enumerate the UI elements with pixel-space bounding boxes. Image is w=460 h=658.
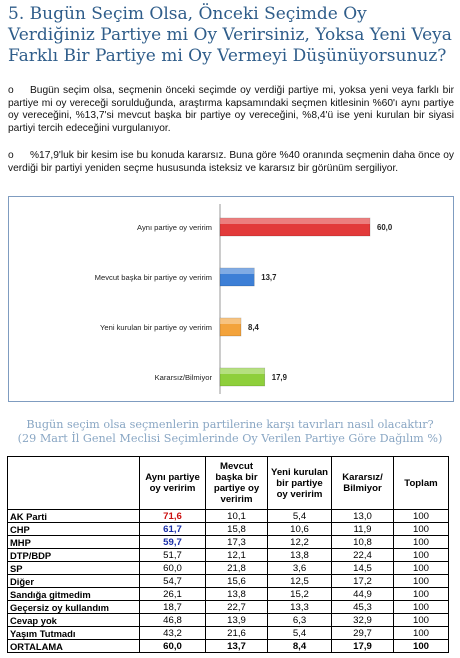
- table-cell: 13,0: [332, 510, 394, 523]
- table-cell: 15,8: [206, 523, 268, 536]
- table-row: [8, 523, 449, 536]
- table-row: [8, 562, 449, 575]
- table-cell: 10,8: [332, 536, 394, 549]
- table-average-row: [8, 640, 449, 653]
- category-label: Kararsız/Bilmiyor: [154, 373, 212, 382]
- table-row: [8, 627, 449, 640]
- table-cell: 59,7: [140, 536, 206, 549]
- table-cell: 13,9: [206, 614, 268, 627]
- table-cell: 17,2: [332, 575, 394, 588]
- table-cell: 13,8: [268, 549, 332, 562]
- table-row: [8, 588, 449, 601]
- row-label: DTP/BDP: [8, 549, 140, 562]
- table-cell: 18,7: [140, 601, 206, 614]
- table-header-row: [8, 457, 449, 510]
- table-cell: 22,7: [206, 601, 268, 614]
- table-cell: 13,7: [206, 640, 268, 653]
- table-cell: 60,0: [140, 640, 206, 653]
- table-cell: 12,1: [206, 549, 268, 562]
- table-cell: 3,6: [268, 562, 332, 575]
- row-label: MHP: [8, 536, 140, 549]
- bar-highlight: [220, 268, 254, 274]
- table-cell: 61,7: [140, 523, 206, 536]
- table-cell: 60,0: [140, 562, 206, 575]
- header-undecided: Kararsız/ Bilmiyor: [332, 457, 394, 510]
- row-label: Diğer: [8, 575, 140, 588]
- table-cell: 100: [394, 588, 449, 601]
- table-row: [8, 549, 449, 562]
- value-label: 60,0: [377, 223, 393, 232]
- table-cell: 100: [394, 640, 449, 653]
- table-row: [8, 601, 449, 614]
- table-cell: 29,7: [332, 627, 394, 640]
- header-same-party: Aynı partiye oy veririm: [140, 457, 206, 510]
- table-cell: 32,9: [332, 614, 394, 627]
- row-label: AK Parti: [8, 510, 140, 523]
- table-cell: 17,3: [206, 536, 268, 549]
- table-cell: 54,7: [140, 575, 206, 588]
- table-cell: 10,6: [268, 523, 332, 536]
- table-cell: 8,4: [268, 640, 332, 653]
- table-cell: 5,4: [268, 510, 332, 523]
- table-cell: 100: [394, 562, 449, 575]
- table-title-line-1: Bugün seçim olsa seçmenlerin partilerine karşı tavırları nasıl olacaktır?: [26, 418, 434, 431]
- table-cell: 6,3: [268, 614, 332, 627]
- row-label: ORTALAMA: [8, 640, 140, 653]
- distribution-table: [7, 456, 449, 653]
- table-title: [6, 418, 454, 446]
- table-cell: 12,5: [268, 575, 332, 588]
- table-cell: 100: [394, 510, 449, 523]
- section-title: 5. Bugün Seçim Olsa, Önceki Seçimde Oy Verdiğiniz Partiye mi Oy Verirsiniz, Yoksa Yeni Veya Farklı Bir Partiye mi Oy Vermeyi Düşünüyorsunuz?: [8, 4, 452, 66]
- value-label: 17,9: [271, 373, 287, 382]
- table-cell: 100: [394, 575, 449, 588]
- category-label: Yeni kurulan bir partiye oy veririm: [100, 323, 212, 332]
- paragraph-1: [8, 85, 454, 135]
- table-cell: 21,8: [206, 562, 268, 575]
- bar-chart-svg: [8, 196, 454, 402]
- table-cell: 100: [394, 523, 449, 536]
- row-label: Sandığa gitmedim: [8, 588, 140, 601]
- table-cell: 12,2: [268, 536, 332, 549]
- table-cell: 100: [394, 549, 449, 562]
- table-cell: 26,1: [140, 588, 206, 601]
- table-cell: 14,5: [332, 562, 394, 575]
- value-label: 8,4: [248, 323, 259, 332]
- bar-highlight: [220, 368, 265, 374]
- paragraph-2: [8, 150, 454, 175]
- table-cell: 21,6: [206, 627, 268, 640]
- table-cell: 13,8: [206, 588, 268, 601]
- table-row: [8, 510, 449, 523]
- bar-chart: [8, 196, 454, 402]
- table-cell: 13,3: [268, 601, 332, 614]
- row-label: SP: [8, 562, 140, 575]
- paragraph-1-text: Bugün seçim olsa, seçmenin önceki seçimde oy verdiği partiye mi, yoksa yeni veya farklı bir partiye mi oy vereceği sorulduğunda, araştırma kapsamındaki seçmen kitlesinin %60'ı aynı partiye oy vereceğini, %13,7'si mevcut başka bir partiye oy vereceğini, %8,4'ü ise yeni kurulan bir siyasi partiyi tercih edeceğini vurgulanıyor.: [8, 85, 454, 134]
- row-label: Geçersiz oy kullandım: [8, 601, 140, 614]
- row-label: Yaşım Tutmadı: [8, 627, 140, 640]
- table-cell: 71,6: [140, 510, 206, 523]
- table-cell: 15,2: [268, 588, 332, 601]
- table-cell: 5,4: [268, 627, 332, 640]
- header-new-party: Yeni kurulan bir partiye oy veririm: [268, 457, 332, 510]
- table-cell: 51,7: [140, 549, 206, 562]
- table-cell: 100: [394, 614, 449, 627]
- category-label: Aynı partiye oy veririm: [137, 223, 212, 232]
- table-cell: 22,4: [332, 549, 394, 562]
- table-cell: 100: [394, 627, 449, 640]
- bullet-1: o: [8, 85, 14, 96]
- table-cell: 11,9: [332, 523, 394, 536]
- table-cell: 43,2: [140, 627, 206, 640]
- header-other-party: Mevcut başka bir partiye oy veririm: [206, 457, 268, 510]
- row-label: Cevap yok: [8, 614, 140, 627]
- table-row: [8, 536, 449, 549]
- bar-highlight: [220, 218, 370, 224]
- table-cell: 45,3: [332, 601, 394, 614]
- table-title-line-2: (29 Mart İl Genel Meclisi Seçimlerinde Oy Verilen Partiye Göre Dağılım %): [17, 432, 443, 445]
- value-label: 13,7: [261, 273, 277, 282]
- header-party: [8, 457, 140, 510]
- table-cell: 100: [394, 536, 449, 549]
- category-label: Mevcut başka bir partiye oy veririm: [94, 273, 212, 282]
- bullet-2: o: [8, 150, 14, 161]
- header-total: Toplam: [394, 457, 449, 510]
- table-row: [8, 575, 449, 588]
- table-cell: 44,9: [332, 588, 394, 601]
- table-cell: 46,8: [140, 614, 206, 627]
- table-cell: 10,1: [206, 510, 268, 523]
- paragraph-2-text: %17,9'luk bir kesim ise bu konuda kararsız. Buna göre %40 oranında seçmenin daha önce oy verdiği bir partiyi yeniden seçme hususunda isteksiz ve kararsız bir görünüm sergiliyor.: [8, 150, 454, 174]
- table-cell: 15,6: [206, 575, 268, 588]
- table-cell: 17,9: [332, 640, 394, 653]
- row-label: CHP: [8, 523, 140, 536]
- table-row: [8, 614, 449, 627]
- table-cell: 100: [394, 601, 449, 614]
- bar-highlight: [220, 318, 241, 324]
